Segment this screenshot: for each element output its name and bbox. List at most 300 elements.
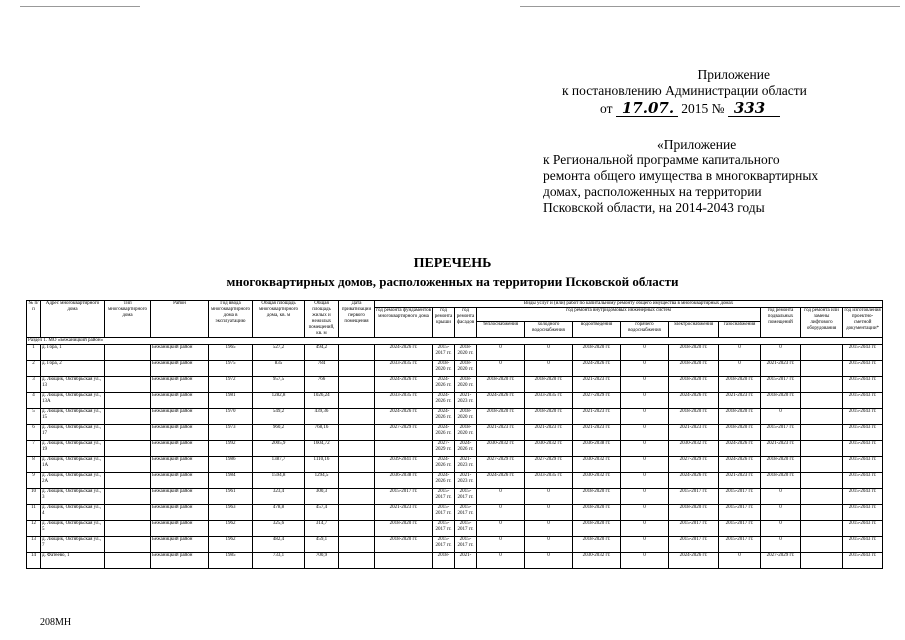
- table-body: [27, 345, 883, 569]
- row-cold-water: 0: [525, 553, 573, 569]
- row-hot-water: 0: [621, 473, 669, 489]
- row-address: д. Лющик, Октябрьская ул., 1А: [41, 457, 105, 473]
- program-description: [543, 152, 861, 216]
- row-address: д. Гора, 2: [41, 361, 105, 377]
- row-living-area: 1026,24: [305, 393, 339, 409]
- houses-table: [26, 300, 883, 569]
- row-type: [105, 441, 151, 457]
- row-roof: 2024-2026 гг.: [433, 473, 455, 489]
- row-district: Бежаницкий район: [151, 393, 209, 409]
- resolution-text: к постановлению Администрации области: [562, 83, 807, 98]
- program-line: к Региональной программе капитального: [543, 152, 780, 167]
- row-basement: 2018-2020 гг.: [761, 457, 801, 473]
- row-year-built: 1992: [209, 441, 253, 457]
- row-total-area: 482,4: [253, 537, 305, 553]
- row-basement: 0: [761, 521, 801, 537]
- row-drainage: 2027-2029 гг.: [573, 393, 621, 409]
- row-year-built: 1970: [209, 409, 253, 425]
- row-foundation: 2018-2020 гг.: [375, 521, 433, 537]
- row-drainage: 2021-2023 гг.: [573, 409, 621, 425]
- row-roof: 2024-2026 гг.: [433, 409, 455, 425]
- row-gas: 2015-2017 гг.: [719, 505, 761, 521]
- row-number: 1: [27, 345, 41, 361]
- row-gas: 2015-2017 гг.: [719, 537, 761, 553]
- row-electric: 2024-2026 гг.: [669, 473, 719, 489]
- table-row: [27, 505, 883, 521]
- row-gas: 2018-2020 гг.: [719, 377, 761, 393]
- row-gas: 2021-2023 гг.: [719, 393, 761, 409]
- row-cold-water: 2018-2020 гг.: [525, 409, 573, 425]
- table-row: [27, 377, 883, 393]
- row-drainage: 2030-2032 гг.: [573, 457, 621, 473]
- row-total-area: 1282,8: [253, 393, 305, 409]
- row-year-built: 1962: [209, 521, 253, 537]
- row-elevator: [801, 473, 843, 489]
- row-electric: 2015-2017 гг.: [669, 537, 719, 553]
- row-address: д. Лющик, Октябрьская ул., 2А: [41, 473, 105, 489]
- row-elevator: [801, 489, 843, 505]
- row-elevator: [801, 345, 843, 361]
- row-district: Бежаницкий район: [151, 361, 209, 377]
- row-address: д. Лющик, Октябрьская ул., 15: [41, 409, 105, 425]
- row-district: Бежаницкий район: [151, 345, 209, 361]
- row-drainage: 2024-2026 гг.: [573, 361, 621, 377]
- row-number: 8: [27, 457, 41, 473]
- row-electric: 2021-2023 гг.: [669, 425, 719, 441]
- table-row: [27, 473, 883, 489]
- table-row: [27, 489, 883, 505]
- row-elevator: [801, 537, 843, 553]
- row-type: [105, 377, 151, 393]
- row-facade: 2021-2023 гг.: [455, 473, 477, 489]
- row-gas: 2021-2023 гг.: [719, 473, 761, 489]
- row-address: д. Лющик, Октябрьская ул., 13: [41, 377, 105, 393]
- date-line: [600, 100, 860, 117]
- row-priv-date: [339, 489, 375, 505]
- row-elevator: [801, 409, 843, 425]
- header-gas: газоснабжения: [719, 321, 761, 337]
- row-facade: 2018-2020 гг.: [455, 425, 477, 441]
- appendix-quote-text: «Приложение: [657, 137, 737, 152]
- row-design: 2015-2043 гг.: [843, 441, 883, 457]
- row-elevator: [801, 441, 843, 457]
- header-living-area: Общая площадь жилых и нежилых помещений, кв. м: [305, 301, 339, 338]
- row-district: Бежаницкий район: [151, 505, 209, 521]
- row-basement: 2021-2023 гг.: [761, 361, 801, 377]
- row-priv-date: [339, 457, 375, 473]
- table-row: [27, 425, 883, 441]
- row-design: 2015-2043 гг.: [843, 393, 883, 409]
- row-total-area: 835: [253, 361, 305, 377]
- row-gas: 2018-2020 гг.: [719, 409, 761, 425]
- header-drainage: водоотведения: [573, 321, 621, 337]
- row-total-area: 527,2: [253, 345, 305, 361]
- appendix-quote: [657, 137, 857, 153]
- row-type: [105, 473, 151, 489]
- table-row: [27, 393, 883, 409]
- row-elevator: [801, 393, 843, 409]
- row-cold-water: 0: [525, 521, 573, 537]
- row-type: [105, 425, 151, 441]
- row-living-area: 459,1: [305, 537, 339, 553]
- table-row: [27, 537, 883, 553]
- row-number: 14: [27, 553, 41, 569]
- row-priv-date: [339, 441, 375, 457]
- row-living-area: 1604,72: [305, 441, 339, 457]
- table-row: [27, 457, 883, 473]
- resolution-line: [562, 83, 862, 99]
- row-priv-date: [339, 537, 375, 553]
- row-district: Бежаницкий район: [151, 473, 209, 489]
- row-cold-water: 0: [525, 489, 573, 505]
- row-roof: 2015-2017 гг.: [433, 345, 455, 361]
- row-total-area: 957,5: [253, 377, 305, 393]
- row-type: [105, 393, 151, 409]
- row-facade: 2018-2020 гг.: [455, 409, 477, 425]
- row-cold-water: 2021-2023 гг.: [525, 425, 573, 441]
- row-basement: 2021-2023 гг.: [761, 441, 801, 457]
- row-gas: 2018-2020 гг.: [719, 425, 761, 441]
- row-foundation: [375, 441, 433, 457]
- row-roof: 2024-2026 гг.: [433, 377, 455, 393]
- row-heating: 2024-2026 гг.: [477, 473, 525, 489]
- row-electric: 2027-2029 гг.: [669, 457, 719, 473]
- row-cold-water: 0: [525, 505, 573, 521]
- header-total-area: Общая площадь многоквартирного дома, кв. м: [253, 301, 305, 338]
- row-drainage: 2030-2032 гг.: [573, 473, 621, 489]
- row-type: [105, 361, 151, 377]
- row-elevator: [801, 425, 843, 441]
- row-elevator: [801, 521, 843, 537]
- row-facade: 2018-2020 гг.: [455, 361, 477, 377]
- row-type: [105, 489, 151, 505]
- row-living-area: 314,7: [305, 521, 339, 537]
- row-roof: 2015-2017 гг.: [433, 505, 455, 521]
- header-year-built: Год ввода многоквартирного дома в эксплуатацию: [209, 301, 253, 338]
- row-hot-water: 0: [621, 425, 669, 441]
- row-type: [105, 521, 151, 537]
- row-hot-water: 0: [621, 457, 669, 473]
- row-heating: 2030-2032 гг.: [477, 441, 525, 457]
- row-total-area: 549,2: [253, 409, 305, 425]
- row-district: Бежаницкий район: [151, 409, 209, 425]
- row-cold-water: 0: [525, 537, 573, 553]
- row-address: д. Лющик, Октябрьская ул., 5: [41, 521, 105, 537]
- row-type: [105, 505, 151, 521]
- row-year-built: 1965: [209, 345, 253, 361]
- header-systems-group: год ремонта внутридомовых инженерных систем: [477, 308, 761, 322]
- date-prefix: от: [600, 101, 613, 116]
- row-number: 7: [27, 441, 41, 457]
- row-number: 4: [27, 393, 41, 409]
- row-basement: 0: [761, 537, 801, 553]
- header-cold-water: холодного водоснабжения: [525, 321, 573, 337]
- row-design: 2015-2043 гг.: [843, 361, 883, 377]
- row-hot-water: 0: [621, 553, 669, 569]
- row-facade: 2015-2017 гг.: [455, 521, 477, 537]
- table-row: [27, 553, 883, 569]
- table-row: [27, 409, 883, 425]
- row-electric: 2018-2020 гг.: [669, 409, 719, 425]
- row-roof: 2024-2026 гг.: [433, 457, 455, 473]
- row-drainage: 2036-2038 гг.: [573, 441, 621, 457]
- row-basement: 2027-2029 гг.: [761, 553, 801, 569]
- row-year-built: 1961: [209, 489, 253, 505]
- row-drainage: 2018-2020 гг.: [573, 345, 621, 361]
- program-line: домах, расположенных на территории: [543, 184, 762, 199]
- header-type: Тип многоквартирного дома: [105, 301, 151, 338]
- row-total-area: 960,2: [253, 425, 305, 441]
- row-basement: 2015-2017 гг.: [761, 377, 801, 393]
- row-gas: 0: [719, 345, 761, 361]
- row-living-area: 1294,5: [305, 473, 339, 489]
- row-electric: 2030-2032 гг.: [669, 441, 719, 457]
- row-drainage: 2021-2023 гг.: [573, 425, 621, 441]
- row-number: 12: [27, 521, 41, 537]
- row-foundation: 2024-2026 гг.: [375, 345, 433, 361]
- row-foundation: 2027-2029 гг.: [375, 425, 433, 441]
- row-foundation: 2021-2023 гг.: [375, 505, 433, 521]
- row-living-area: 300,3: [305, 489, 339, 505]
- row-drainage: 2021-2023 гг.: [573, 377, 621, 393]
- row-drainage: 2018-2020 гг.: [573, 489, 621, 505]
- document-subtitle: многоквартирных домов, расположенных на территории Псковской области: [226, 274, 679, 289]
- row-year-built: 1985: [209, 553, 253, 569]
- row-heating: 0: [477, 345, 525, 361]
- row-type: [105, 457, 151, 473]
- row-heating: 0: [477, 537, 525, 553]
- row-heating: 2018-2020 гг.: [477, 409, 525, 425]
- scan-edge-line: [20, 6, 140, 7]
- scan-edge-line: [520, 6, 900, 7]
- handwritten-number: 333: [728, 100, 780, 117]
- row-hot-water: 0: [621, 441, 669, 457]
- row-drainage: 2018-2020 гг.: [573, 537, 621, 553]
- row-cold-water: 2030-2032 гг.: [525, 441, 573, 457]
- row-living-area: 457,4: [305, 505, 339, 521]
- row-electric: 2018-2020 гг.: [669, 361, 719, 377]
- row-hot-water: 0: [621, 505, 669, 521]
- row-priv-date: [339, 409, 375, 425]
- row-hot-water: 0: [621, 361, 669, 377]
- row-address: д. Лющик, Октябрьская ул., 19: [41, 441, 105, 457]
- row-address: д. Лющик, Октябрьская ул., 17: [41, 425, 105, 441]
- row-type: [105, 553, 151, 569]
- row-gas: 0: [719, 361, 761, 377]
- row-electric: 2024-2026 гг.: [669, 553, 719, 569]
- row-elevator: [801, 377, 843, 393]
- row-design: 2015-2043 гг.: [843, 553, 883, 569]
- row-number: 3: [27, 377, 41, 393]
- row-drainage: 2018-2020 гг.: [573, 505, 621, 521]
- row-cold-water: 2033-2035 гг.: [525, 473, 573, 489]
- row-hot-water: 0: [621, 409, 669, 425]
- row-year-built: 1962: [209, 537, 253, 553]
- row-foundation: 2039-2041 гг.: [375, 457, 433, 473]
- header-elevator: год ремонта или замены лифтового оборудования: [801, 308, 843, 338]
- row-priv-date: [339, 553, 375, 569]
- row-facade: 2021-2023 гг.: [455, 457, 477, 473]
- header-num: № п/п: [27, 301, 41, 338]
- row-total-area: 323,4: [253, 489, 305, 505]
- row-address: д. Лющик, Октябрьская ул., 13А: [41, 393, 105, 409]
- row-year-built: 1984: [209, 473, 253, 489]
- header-design: год изготовления проектно-сметной документации*: [843, 308, 883, 338]
- row-basement: 2018-2020 гг.: [761, 473, 801, 489]
- row-foundation: 2018-2020 гг.: [375, 537, 433, 553]
- row-number: 2: [27, 361, 41, 377]
- row-facade: 2018-2020 гг.: [455, 345, 477, 361]
- row-design: 2015-2043 гг.: [843, 377, 883, 393]
- row-heating: 0: [477, 361, 525, 377]
- row-year-built: 1975: [209, 361, 253, 377]
- row-gas: 2015-2017 гг.: [719, 521, 761, 537]
- row-design: 2015-2043 гг.: [843, 537, 883, 553]
- program-line: Псковской области, на 2014-2043 годы: [543, 200, 765, 215]
- row-heating: 0: [477, 505, 525, 521]
- row-hot-water: 0: [621, 521, 669, 537]
- row-foundation: 2024-2026 гг.: [375, 377, 433, 393]
- row-design: 2015-2043 гг.: [843, 457, 883, 473]
- row-gas: 2024-2026 гг.: [719, 441, 761, 457]
- row-total-area: 2005,9: [253, 441, 305, 457]
- row-district: Бежаницкий район: [151, 537, 209, 553]
- row-basement: 0: [761, 409, 801, 425]
- row-living-area: 768,16: [305, 425, 339, 441]
- row-total-area: 733,1: [253, 553, 305, 569]
- row-design: 2015-2043 гг.: [843, 505, 883, 521]
- row-electric: 2024-2026 гг.: [669, 393, 719, 409]
- row-total-area: 478,8: [253, 505, 305, 521]
- row-gas: 0: [719, 553, 761, 569]
- row-living-area: 784: [305, 361, 339, 377]
- program-line: ремонта общего имущества в многоквартирных: [543, 168, 819, 183]
- row-hot-water: 0: [621, 537, 669, 553]
- row-number: 6: [27, 425, 41, 441]
- row-heating: 0: [477, 489, 525, 505]
- row-year-built: 1981: [209, 393, 253, 409]
- row-number: 9: [27, 473, 41, 489]
- row-gas: 2024-2026 гг.: [719, 457, 761, 473]
- row-cold-water: 2018-2020 гг.: [525, 377, 573, 393]
- row-facade: 2015-2017 гг.: [455, 505, 477, 521]
- row-priv-date: [339, 393, 375, 409]
- row-heating: 2018-2020 гг.: [477, 377, 525, 393]
- row-district: Бежаницкий район: [151, 489, 209, 505]
- header-facade: год ремонта фасадов: [455, 308, 477, 338]
- header-address: Адрес многоквартирного дома: [41, 301, 105, 338]
- row-priv-date: [339, 361, 375, 377]
- row-elevator: [801, 361, 843, 377]
- row-hot-water: 0: [621, 345, 669, 361]
- row-living-area: 1110,16: [305, 457, 339, 473]
- row-foundation: [375, 553, 433, 569]
- row-basement: 0: [761, 505, 801, 521]
- row-electric: 2018-2020 гг.: [669, 505, 719, 521]
- row-design: 2015-2043 гг.: [843, 425, 883, 441]
- row-elevator: [801, 553, 843, 569]
- row-drainage: 2018-2020 гг.: [573, 521, 621, 537]
- row-type: [105, 345, 151, 361]
- row-cold-water: 0: [525, 361, 573, 377]
- table-row: [27, 345, 883, 361]
- row-district: Бежаницкий район: [151, 425, 209, 441]
- row-facade: 2021-2023 гг.: [455, 393, 477, 409]
- row-foundation: 2015-2017 гг.: [375, 489, 433, 505]
- year-number: 2015 №: [681, 101, 725, 116]
- row-priv-date: [339, 425, 375, 441]
- row-priv-date: [339, 345, 375, 361]
- row-year-built: 1972: [209, 377, 253, 393]
- row-year-built: 1963: [209, 505, 253, 521]
- row-total-area: 325,6: [253, 521, 305, 537]
- row-design: 2015-2043 гг.: [843, 489, 883, 505]
- row-roof: 2027-2029 гг.: [433, 441, 455, 457]
- row-drainage: 2030-2032 гг.: [573, 553, 621, 569]
- header-heating: теплоснабжения: [477, 321, 525, 337]
- row-facade: 2018-2020 гг.: [455, 377, 477, 393]
- row-heating: 0: [477, 521, 525, 537]
- section-label: Раздел 1. МО «Бежаницкий район»: [27, 338, 883, 345]
- row-roof: 2024-2026 гг.: [433, 425, 455, 441]
- row-electric: 2018-2020 гг.: [669, 377, 719, 393]
- row-cold-water: 2027-2029 гг.: [525, 457, 573, 473]
- row-foundation: 2033-2035 гг.: [375, 361, 433, 377]
- table-row: [27, 361, 883, 377]
- row-total-area: 1594,8: [253, 473, 305, 489]
- row-priv-date: [339, 505, 375, 521]
- row-living-area: 700,9: [305, 553, 339, 569]
- handwritten-date: 17.07.: [616, 100, 678, 117]
- row-priv-date: [339, 377, 375, 393]
- row-priv-date: [339, 473, 375, 489]
- header-basement: год ремонта подвальных помещений: [761, 308, 801, 338]
- row-roof: 2018-: [433, 553, 455, 569]
- row-electric: 2015-2017 гг.: [669, 521, 719, 537]
- table-row: [27, 441, 883, 457]
- row-design: 2015-2043 гг.: [843, 409, 883, 425]
- table-row: [27, 521, 883, 537]
- row-design: 2015-2043 гг.: [843, 521, 883, 537]
- row-address: д. Лющик, Октябрьская ул., 3: [41, 489, 105, 505]
- row-priv-date: [339, 521, 375, 537]
- appendix-header: [500, 67, 770, 83]
- row-electric: 2018-2020 гг.: [669, 345, 719, 361]
- row-heating: 0: [477, 553, 525, 569]
- header-foundation: год ремонта фундаментов многоквартирного дома: [375, 308, 433, 338]
- row-roof: 2024-2026 гг.: [433, 393, 455, 409]
- row-district: Бежаницкий район: [151, 441, 209, 457]
- row-foundation: 2036-2038 гг.: [375, 473, 433, 489]
- row-living-area: 494,2: [305, 345, 339, 361]
- row-number: 5: [27, 409, 41, 425]
- row-design: 2015-2043 гг.: [843, 473, 883, 489]
- row-roof: 2015-2017 гг.: [433, 537, 455, 553]
- header-priv-date: Дата приватизации первого помещения: [339, 301, 375, 338]
- row-roof: 2018-2020 гг.: [433, 361, 455, 377]
- document-title: ПЕРЕЧЕНЬ: [413, 256, 492, 271]
- row-foundation: 2033-2035 гг.: [375, 393, 433, 409]
- row-cold-water: 2033-2035 гг.: [525, 393, 573, 409]
- row-address: д. Гора, 1: [41, 345, 105, 361]
- row-facade: 2024-2026 гг.: [455, 441, 477, 457]
- appendix-label: Приложение: [697, 67, 770, 82]
- row-roof: 2015-2017 гг.: [433, 489, 455, 505]
- footer-code: 208МН: [40, 617, 72, 628]
- row-living-area: 766: [305, 377, 339, 393]
- row-number: 13: [27, 537, 41, 553]
- row-district: Бежаницкий район: [151, 553, 209, 569]
